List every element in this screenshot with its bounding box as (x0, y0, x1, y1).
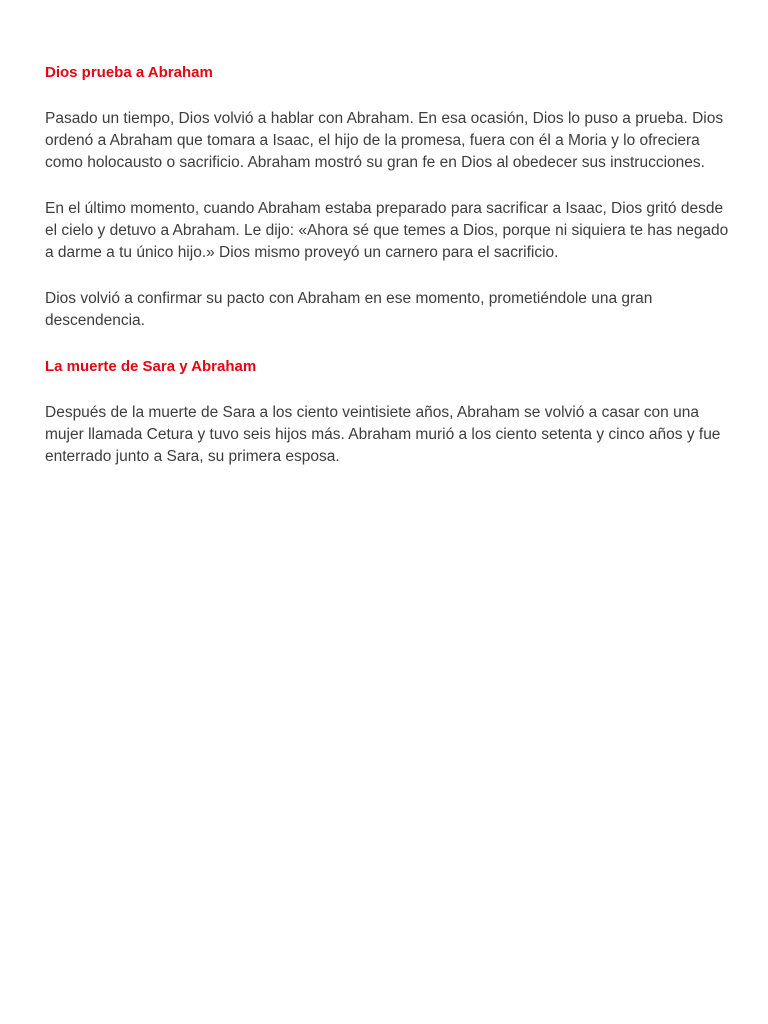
section-muerte-sara-abraham (45, 356, 730, 468)
paragraph: En el último momento, cuando Abraham estaba preparado para sacrificar a Isaac, Dios gritó desde el cielo y detuvo a Abraham. Le dijo: «Ahora sé que temes a Dios, porque ni siquiera te has negado a darme a tu único hijo.» Dios mismo proveyó un carnero para el sacrificio. (45, 200, 729, 261)
section-dios-prueba (45, 62, 730, 332)
document-page (45, 62, 730, 468)
paragraph: Dios volvió a confirmar su pacto con Abraham en ese momento, prometiéndole una gran descendencia. (45, 290, 653, 329)
section-heading: La muerte de Sara y Abraham (45, 358, 257, 375)
section-heading: Dios prueba a Abraham (45, 64, 213, 81)
paragraph: Pasado un tiempo, Dios volvió a hablar con Abraham. En esa ocasión, Dios lo puso a prueba. Dios ordenó a Abraham que tomara a Isaac, el hijo de la promesa, fuera con él a Moria y lo ofreciera como holocausto o sacrificio. Abraham mostró su gran fe en Dios al obedecer sus instrucciones. (45, 110, 724, 171)
paragraph: Después de la muerte de Sara a los ciento veintisiete años, Abraham se volvió a casar con una mujer llamada Cetura y tuvo seis hijos más. Abraham murió a los ciento setenta y cinco años y fue enterrado junto a Sara, su primera esposa. (45, 404, 721, 465)
